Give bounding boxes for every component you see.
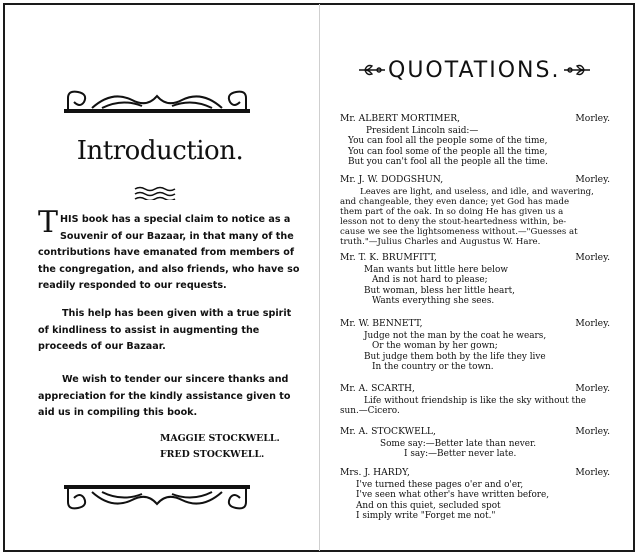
quote-line: You can fool some of the people all the time, — [348, 146, 548, 157]
drop-cap: T — [38, 205, 59, 240]
quote-line: And on this quiet, secluded spot — [356, 500, 501, 511]
quote-line: cause we see the lightsomeness without.—"Guesses at — [340, 227, 578, 237]
wave-divider-icon — [133, 186, 179, 200]
intro-paragraph-1-text: HIS book has a special claim to notice as a Souvenir of our Bazaar, in that many of the contributions have emanated from members of the congregation, and also friends, who have so readily responded to our requests. — [38, 214, 300, 292]
contributor-name: Mr. A. STOCKWELL, — [340, 426, 436, 437]
leaf-ornament-left-icon — [357, 62, 387, 78]
contributor-place: Morley. — [575, 252, 610, 263]
quotation-entry — [340, 174, 610, 247]
quote-line: lesson not to deny the stout-heartedness within, be- — [340, 217, 567, 227]
quote-line: Some say:—Better late than never. — [380, 439, 537, 449]
quote-line: and changeable, they even dance; yet God has made — [340, 197, 570, 207]
contributor-place: Morley. — [575, 467, 610, 478]
quotation-entry — [340, 318, 610, 373]
contributor-name: Mr. ALBERT MORTIMER, — [340, 113, 461, 124]
quote-line: Wants everything she sees. — [372, 296, 495, 307]
contributor-place: Morley. — [575, 318, 610, 329]
bottom-ornament-icon — [62, 484, 252, 514]
quote-line: I simply write "Forget me not." — [356, 511, 496, 522]
quote-line: President Lincoln said:— — [366, 126, 479, 136]
intro-paragraph-3: We wish to tender our sincere thanks and appreciation for the kindly assistance given to aid us in compiling this book. — [38, 374, 291, 419]
page-title: Introduction. — [76, 136, 244, 166]
quotation-entry — [340, 426, 610, 460]
signature-1: MAGGIE STOCKWELL. — [160, 433, 280, 444]
quote-line: But woman, bless her little heart, — [364, 285, 515, 296]
quote-line: them part of the oak. In so doing He has given us a — [340, 207, 564, 217]
signature-2: FRED STOCKWELL. — [160, 449, 265, 460]
contributor-name: Mr. T. K. BRUMFITT, — [340, 252, 437, 263]
quote-line: Life without friendship is like the sky without the — [364, 396, 587, 406]
quotation-entry — [340, 383, 610, 417]
quotation-entry — [340, 252, 610, 307]
intro-paragraph-1 — [38, 205, 300, 295]
quote-line: I've seen what other's have written before, — [356, 490, 550, 501]
quote-line: truth."—Julius Charles and Augustus W. Hare. — [340, 237, 541, 247]
quote-line: But judge them both by the life they live — [364, 351, 546, 362]
quote-line: I say:—Better never late. — [404, 449, 517, 460]
quote-line: But you can't fool all the people all the time. — [348, 157, 549, 168]
contributor-place: Morley. — [575, 174, 610, 185]
top-ornament-icon — [62, 86, 252, 114]
quote-line: Man wants but little here below — [364, 265, 508, 275]
leaf-ornament-right-icon — [562, 62, 592, 78]
contributor-name: Mrs. J. HARDY, — [340, 467, 410, 478]
contributor-place: Morley. — [575, 426, 610, 437]
quote-line: Leaves are light, and useless, and idle, and wavering, — [360, 187, 594, 197]
quote-line: You can fool all the people some of the time, — [348, 136, 548, 147]
quote-line: And is not hard to please; — [372, 275, 488, 286]
contributor-name: Mr. W. BENNETT, — [340, 318, 423, 329]
contributor-name: Mr. J. W. DODGSHUN, — [340, 174, 444, 185]
quotations-title: QUOTATIONS. — [388, 58, 561, 83]
quotation-entry — [340, 467, 610, 522]
quote-line: I've turned these pages o'er and o'er, — [356, 480, 524, 490]
intro-paragraph-2: This help has been given with a true spirit of kindliness to assist in augmenting the proceeds of our Bazaar. — [38, 308, 292, 353]
quote-line: sun.—Cicero. — [340, 406, 400, 417]
contributor-place: Morley. — [575, 383, 610, 394]
contributor-place: Morley. — [575, 113, 610, 124]
quotation-entry — [340, 113, 610, 168]
quote-line: Or the woman by her gown; — [372, 341, 498, 352]
contributor-name: Mr. A. SCARTH, — [340, 383, 415, 394]
quote-line: In the country or the town. — [372, 362, 494, 373]
quote-line: Judge not the man by the coat he wears, — [364, 331, 547, 341]
